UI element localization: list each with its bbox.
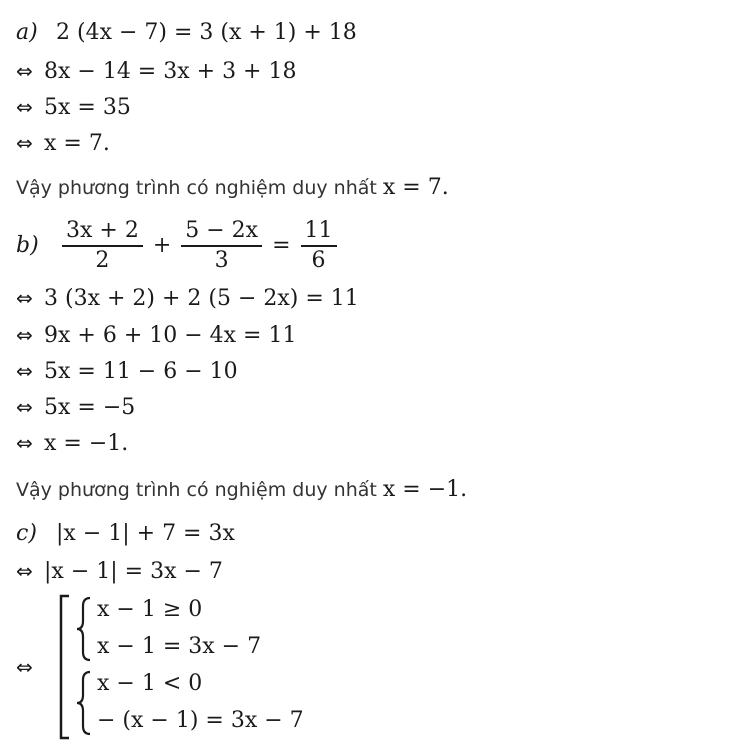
fraction-3-denominator: 6 bbox=[311, 248, 326, 273]
iff-icon: ⇔ bbox=[16, 59, 33, 83]
equation: 8x − 14 = 3x + 3 + 18 bbox=[44, 59, 297, 84]
iff-icon: ⇔ bbox=[16, 559, 33, 583]
iff-icon: ⇔ bbox=[16, 359, 33, 383]
part-c-line-2 bbox=[16, 558, 223, 585]
fraction-2-numerator: 5 − 2x bbox=[181, 217, 262, 247]
fraction-1-denominator: 2 bbox=[95, 248, 110, 273]
iff-icon: ⇔ bbox=[16, 431, 33, 455]
plus-sign: + bbox=[152, 233, 172, 258]
conclusion-text: Vậy phương trình có nghiệm duy nhất bbox=[16, 479, 383, 501]
equals-sign: = bbox=[272, 233, 291, 258]
equation: 5x = −5 bbox=[44, 395, 136, 420]
part-b-line-5 bbox=[16, 394, 135, 421]
part-b-conclusion bbox=[16, 477, 467, 503]
part-b-line-1 bbox=[16, 217, 343, 275]
iff-icon: ⇔ bbox=[16, 95, 33, 119]
fraction-2 bbox=[181, 217, 262, 275]
conclusion-text: Vậy phương trình có nghiệm duy nhất bbox=[16, 177, 383, 199]
iff-icon: ⇔ bbox=[16, 395, 33, 419]
part-a-line-3 bbox=[16, 94, 131, 121]
equation: 5x = 11 − 6 − 10 bbox=[44, 359, 238, 384]
equation: 2 (4x − 7) = 3 (x + 1) + 18 bbox=[56, 20, 357, 45]
iff-icon: ⇔ bbox=[16, 323, 33, 347]
equation: |x − 1| = 3x − 7 bbox=[44, 559, 223, 584]
equation: x = −1. bbox=[44, 431, 129, 456]
system-1-row-1: x − 1 ≥ 0 bbox=[97, 597, 203, 622]
conclusion-math: x = −1. bbox=[382, 477, 468, 502]
part-a-conclusion bbox=[16, 175, 449, 201]
fraction-2-denominator: 3 bbox=[214, 248, 229, 273]
equation: 3 (3x + 2) + 2 (5 − 2x) = 11 bbox=[44, 286, 359, 311]
equation: |x − 1| + 7 = 3x bbox=[56, 521, 235, 546]
part-c-line-3-iff bbox=[16, 654, 44, 681]
iff-icon: ⇔ bbox=[16, 131, 33, 155]
fraction-1 bbox=[62, 217, 143, 275]
iff-icon: ⇔ bbox=[16, 286, 33, 310]
system-2-row-1: x − 1 < 0 bbox=[97, 671, 203, 696]
equation: 5x = 35 bbox=[44, 95, 131, 120]
part-b-line-3 bbox=[16, 322, 296, 349]
equation: x = 7. bbox=[44, 131, 110, 156]
part-a-line-1 bbox=[16, 20, 357, 46]
square-bracket-icon bbox=[56, 594, 72, 740]
part-c-label: c) bbox=[16, 521, 37, 546]
conclusion-math: x = 7. bbox=[382, 175, 449, 200]
fraction-3-numerator: 11 bbox=[301, 217, 337, 247]
iff-icon: ⇔ bbox=[16, 655, 33, 679]
fraction-3 bbox=[301, 217, 337, 275]
system-1-row-2: x − 1 = 3x − 7 bbox=[97, 634, 262, 659]
fraction-1-numerator: 3x + 2 bbox=[62, 217, 143, 247]
part-a-line-4 bbox=[16, 130, 110, 157]
part-c-line-1 bbox=[16, 521, 235, 547]
part-b-line-6 bbox=[16, 430, 128, 457]
system-2-row-2: − (x − 1) = 3x − 7 bbox=[97, 708, 304, 733]
part-b-label: b) bbox=[16, 233, 39, 258]
curly-brace-icon bbox=[74, 670, 94, 736]
equation: 9x + 6 + 10 − 4x = 11 bbox=[44, 323, 297, 348]
part-a-line-2 bbox=[16, 58, 296, 85]
part-a-label: a) bbox=[16, 20, 38, 45]
part-b-line-2 bbox=[16, 285, 359, 312]
part-b-line-4 bbox=[16, 358, 238, 385]
curly-brace-icon bbox=[74, 596, 94, 662]
